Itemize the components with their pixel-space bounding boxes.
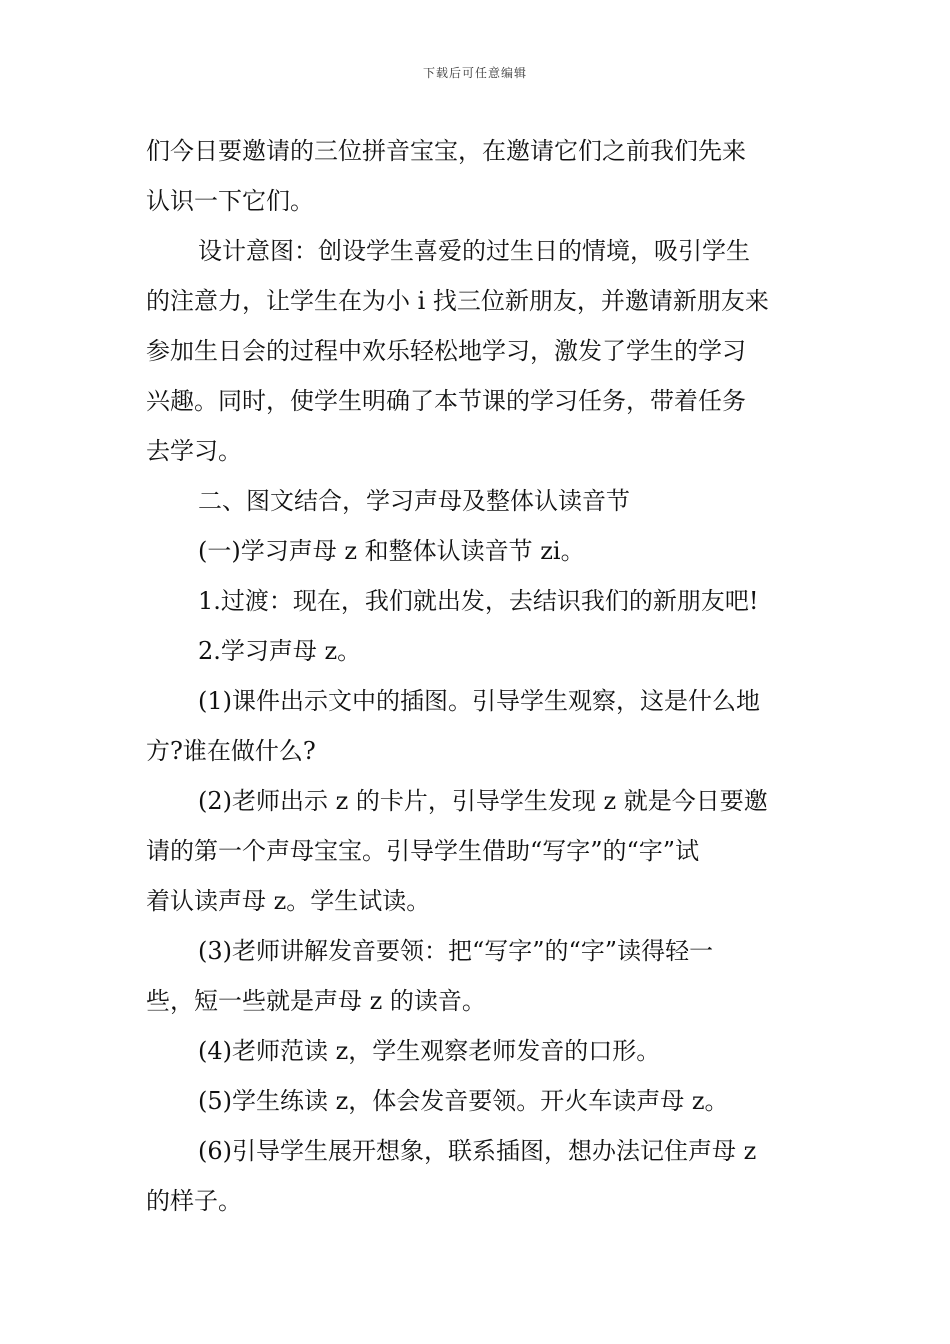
text-line: 参加生日会的过程中欢乐轻松地学习，激发了学生的学习 — [146, 337, 746, 365]
text-line: 认识一下它们。 — [146, 187, 314, 215]
text-line: (2)老师出示 z 的卡片，引导学生发现 z 就是今日要邀 — [198, 787, 768, 815]
text-line: 些，短一些就是声母 z 的读音。 — [146, 987, 486, 1015]
text-line: 的样子。 — [146, 1187, 242, 1215]
paragraph — [146, 526, 808, 576]
paragraph — [146, 1026, 808, 1076]
text-line: (4)老师范读 z，学生观察老师发音的口形。 — [198, 1037, 661, 1065]
paragraph — [146, 626, 808, 676]
text-line: 方?谁在做什么? — [146, 737, 316, 765]
text-line: 1.过渡：现在，我们就出发，去结识我们的新朋友吧! — [198, 587, 759, 615]
paragraph — [146, 126, 808, 226]
text-line: (1)课件出示文中的插图。引导学生观察，这是什么地 — [198, 687, 760, 715]
text-line: (6)引导学生展开想象，联系插图，想办法记住声母 z — [198, 1137, 757, 1165]
paragraph — [146, 576, 808, 626]
paragraph — [146, 676, 808, 776]
paragraph — [146, 1076, 808, 1126]
text-line: 兴趣。同时，使学生明确了本节课的学习任务，带着任务 — [146, 387, 746, 415]
text-line: 着认读声母 z。学生试读。 — [146, 887, 431, 915]
paragraph — [146, 1126, 808, 1226]
section-heading: 二、图文结合，学习声母及整体认读音节 — [198, 487, 630, 515]
text-line: (5)学生练读 z，体会发音要领。开火车读声母 z。 — [198, 1087, 729, 1115]
text-line: 请的第一个声母宝宝。引导学生借助“写字”的“字”试 — [146, 837, 700, 865]
text-line: 们今日要邀请的三位拼音宝宝，在邀请它们之前我们先来 — [146, 137, 746, 165]
text-line: 的注意力，让学生在为小 i 找三位新朋友，并邀请新朋友来 — [146, 287, 769, 315]
document-body — [146, 126, 808, 1226]
paragraph — [146, 926, 808, 1026]
subsection-heading: (一)学习声母 z 和整体认读音节 zi。 — [198, 537, 585, 565]
text-line: (3)老师讲解发音要领：把“写字”的“字”读得轻一 — [198, 937, 714, 965]
text-line: 去学习。 — [146, 437, 242, 465]
paragraph — [146, 226, 808, 476]
paragraph — [146, 776, 808, 926]
paragraph — [146, 476, 808, 526]
page-header: 下载后可任意编辑 — [422, 66, 527, 80]
text-line: 2.学习声母 z。 — [198, 637, 362, 665]
text-line: 设计意图：创设学生喜爱的过生日的情境，吸引学生 — [198, 237, 750, 265]
